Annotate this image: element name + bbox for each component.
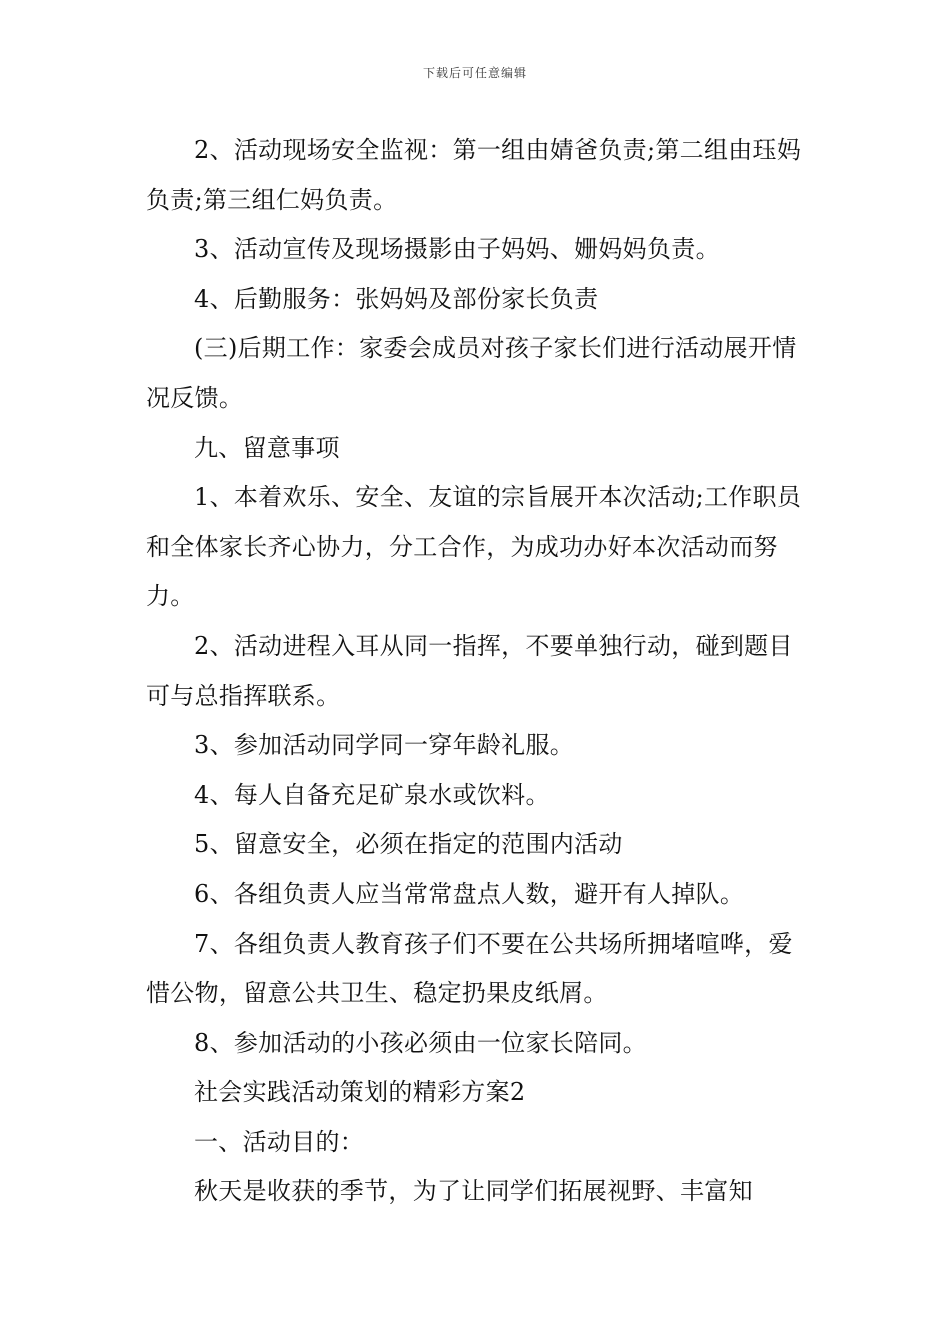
paragraph-note-8: 8、参加活动的小孩必须由一位家长陪同。 — [194, 1028, 647, 1057]
paragraph-item-2-safety: 2、活动现场安全监视：第一组由婧爸负责;第二组由珏妈负责;第三组仁妈负责。 — [146, 136, 802, 214]
paragraph-note-4: 4、每人自备充足矿泉水或饮料。 — [194, 780, 550, 809]
paragraph-note-3: 3、参加活动同学同一穿年龄礼服。 — [194, 731, 575, 760]
paragraph-note-1: 1、本着欢乐、安全、友谊的宗旨展开本次活动;工作职员和全体家长齐心协力，分工合作，为成功办好本次活动而努力。 — [146, 483, 802, 611]
paragraph-note-5: 5、留意安全，必须在指定的范围内活动 — [194, 830, 623, 859]
paragraph-post-work: (三)后期工作：家委会成员对孩子家长们进行活动展开情况反馈。 — [146, 334, 797, 412]
paragraph-purpose-text: 秋天是收获的季节，为了让同学们拓展视野、丰富知 — [194, 1177, 753, 1206]
section-heading-notes: 九、留意事项 — [194, 433, 340, 462]
paragraph-item-3-publicity: 3、活动宣传及现场摄影由子妈妈、姗妈妈负责。 — [194, 235, 720, 264]
plan-title: 社会实践活动策划的精彩方案2 — [194, 1078, 526, 1107]
paragraph-note-7: 7、各组负责人教育孩子们不要在公共场所拥堵喧哗，爱惜公物，留意公共卫生、稳定扔果皮纸屑。 — [146, 929, 793, 1008]
document-body — [146, 126, 810, 1217]
paragraph-item-4-logistics: 4、后勤服务：张妈妈及部份家长负责 — [194, 284, 599, 313]
page-header: 下载后可任意编辑 — [422, 66, 527, 80]
paragraph-note-6: 6、各组负责人应当常常盘点人数，避开有人掉队。 — [194, 879, 745, 908]
section-heading-purpose: 一、活动目的： — [194, 1127, 365, 1156]
paragraph-note-2: 2、活动进程入耳从同一指挥，不要单独行动，碰到题目可与总指挥联系。 — [146, 631, 793, 710]
